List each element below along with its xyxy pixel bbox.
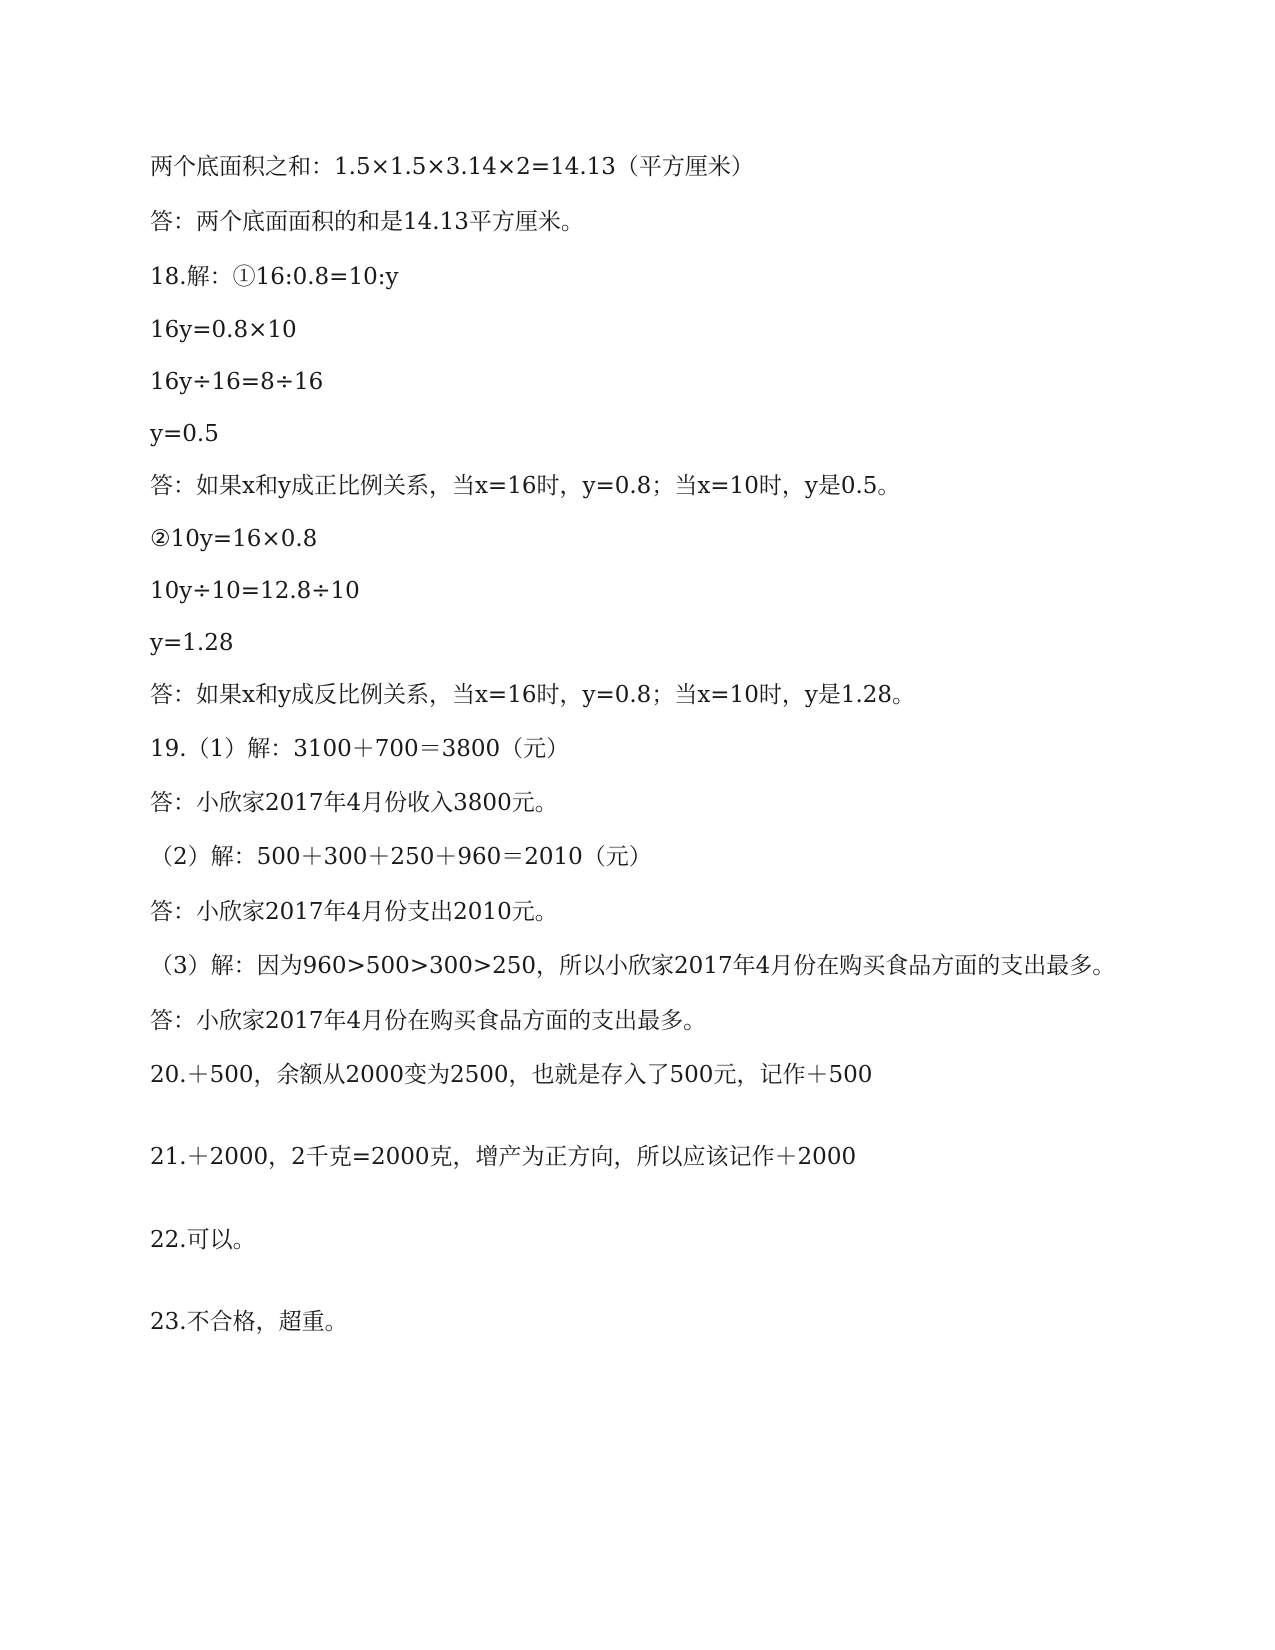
text-line: 18.解：①16:0.8=10:y <box>150 264 399 290</box>
text-line: 10y÷10=12.8÷10 <box>150 578 360 604</box>
text-line: 20.＋500，余额从2000变为2500，也就是存入了500元，记作＋500 <box>150 1062 873 1088</box>
text-line: 答：小欣家2017年4月份收入3800元。 <box>150 790 558 816</box>
text-line: y=1.28 <box>150 630 234 656</box>
text-line: 答：小欣家2017年4月份在购买食品方面的支出最多。 <box>150 1008 707 1034</box>
text-line: 答：如果x和y成反比例关系，当x=16时，y=0.8；当x=10时，y是1.28。 <box>150 682 916 708</box>
text-line: 答：小欣家2017年4月份支出2010元。 <box>150 899 558 925</box>
text-line: 16y÷16=8÷16 <box>150 369 324 395</box>
text-line: y=0.5 <box>150 421 219 447</box>
text-line: （3）解：因为960>500>300>250，所以小欣家2017年4月份在购买食品方面的支出最多。 <box>150 953 1116 979</box>
text-line: 22.可以。 <box>150 1227 256 1253</box>
text-line: 两个底面积之和：1.5×1.5×3.14×2=14.13（平方厘米） <box>150 154 754 180</box>
text-line: 答：如果x和y成正比例关系，当x=16时，y=0.8；当x=10时，y是0.5。 <box>150 473 901 499</box>
text-line: （2）解：500＋300＋250＋960＝2010（元） <box>150 844 652 870</box>
text-line: 21.＋2000，2千克=2000克，增产为正方向，所以应该记作＋2000 <box>150 1144 857 1170</box>
text-line: 19.（1）解：3100＋700＝3800（元） <box>150 736 570 762</box>
text-line: 答：两个底面面积的和是14.13平方厘米。 <box>150 209 584 235</box>
text-line: ②10y=16×0.8 <box>150 526 318 552</box>
text-line: 23.不合格，超重。 <box>150 1309 348 1335</box>
text-line: 16y=0.8×10 <box>150 317 297 343</box>
